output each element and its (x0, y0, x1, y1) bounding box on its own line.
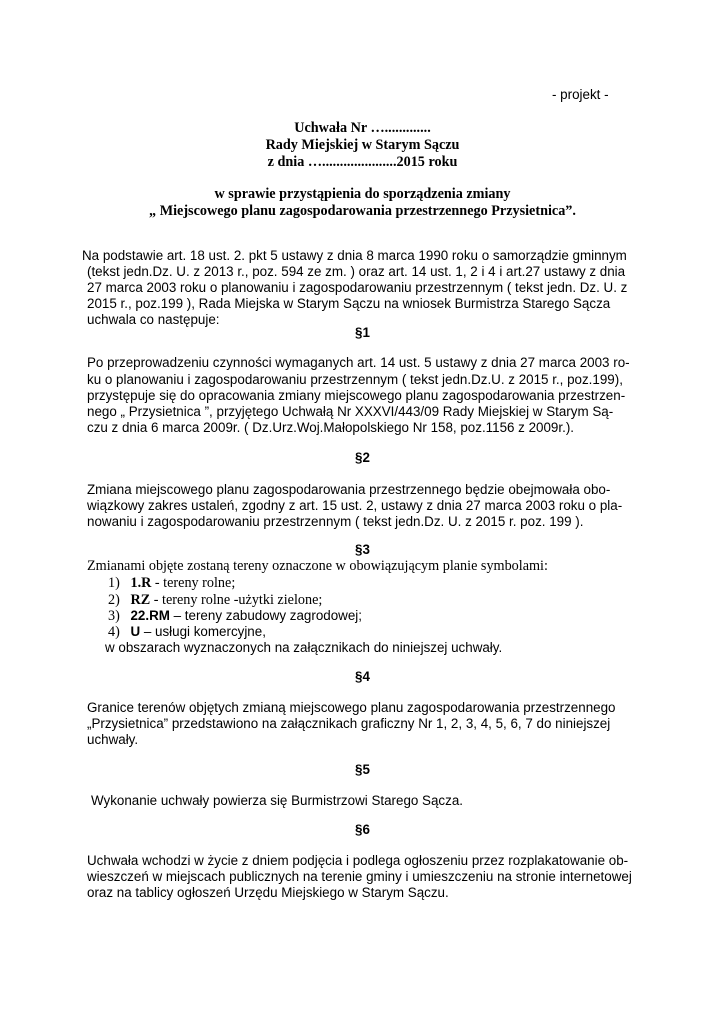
section-6-line: Uchwała wchodzi w życie z dniem podjęcia i podlega ogłoszeniu przez rozplakatowanie ob- (87, 853, 629, 868)
section-heading-4: §4 (355, 669, 370, 684)
list-item (108, 608, 362, 624)
section-heading-6: §6 (355, 822, 370, 837)
section-heading-2: §2 (355, 450, 370, 465)
section-1-line: przystępuje się do opracowania zmiany miejscowego planu zagospodarowania przestrzen- (87, 388, 626, 403)
section-1-line: nego „ Przysietnica ”, przyjętego Uchwałą Nr XXXVI/443/09 Rady Miejskiej w Starym Są- (87, 404, 614, 419)
section-5-text: Wykonanie uchwały powierza się Burmistrzowi Starego Sącza. (91, 793, 463, 808)
section-heading-5: §5 (355, 762, 370, 777)
council-name: Rady Miejskiej w Starym Sączu (265, 137, 460, 153)
list-number: 4) (108, 624, 120, 640)
list-description: - tereny rolne -użytki zielone; (150, 592, 323, 608)
section-4-line: Granice terenów objętych zmianą miejscowego planu zagospodarowania przestrzennego (87, 700, 616, 715)
list-description: – tereny zabudowy zagrodowej; (169, 608, 362, 623)
resolution-number: Uchwała Nr …............. (294, 120, 431, 136)
list-symbol: 22.RM (130, 608, 170, 623)
preamble-line: Na podstawie art. 18 ust. 2. pkt 5 ustawy z dnia 8 marca 1990 roku o samorządzie gminnym (82, 248, 627, 263)
preamble-line: (tekst jedn.Dz. U. z 2013 r., poz. 594 ze zm. ) oraz art. 14 ust. 1, 2 i 4 i art.27 ustawy z dnia (87, 264, 626, 279)
section-2-line: nowaniu i zagospodarowaniu przestrzennym ( tekst jedn.Dz. U. z 2015 r. poz. 199 ). (87, 514, 584, 529)
preamble-line: uchwala co następuje: (87, 312, 220, 327)
list-symbol: U (130, 624, 141, 639)
section-1-line: Po przeprowadzeniu czynności wymaganych art. 14 ust. 5 ustawy z dnia 27 marca 2003 ro- (87, 355, 630, 370)
list-number: 2) (108, 592, 120, 608)
section-3-outro: w obszarach wyznaczonych na załącznikach do niniejszej uchwały. (105, 640, 503, 655)
projekt-label: - projekt - (552, 87, 609, 102)
list-description: – usługi komercyjne, (140, 624, 266, 639)
section-2-line: wiązkowy zakres ustaleń, zgodny z art. 15 ust. 2, ustawy z dnia 27 marca 2003 roku o pla- (87, 498, 623, 513)
subject-line-1: w sprawie przystąpienia do sporządzenia zmiany (214, 186, 511, 202)
section-6-line: oraz na tablicy ogłoszeń Urzędu Miejskiego w Starym Sączu. (87, 885, 449, 900)
section-3-intro: Zmianami objęte zostaną tereny oznaczone w obowiązującym planie symbolami: (87, 558, 548, 574)
preamble-line: 2015 r., poz.199 ), Rada Miejska w Starym Sączu na wniosek Burmistrza Starego Sącza (87, 296, 611, 311)
list-item (108, 624, 266, 640)
subject-line-2: „ Miejscowego planu zagospodarowania przestrzennego Przysietnica”. (149, 203, 576, 219)
list-item (108, 592, 322, 608)
section-1-line: ku o planowaniu i zagospodarowaniu przestrzennym ( tekst jedn.Dz.U. z 2015 r., poz.199), (87, 372, 623, 387)
list-symbol: RZ (130, 592, 151, 608)
list-item (108, 575, 235, 591)
section-4-line: „Przysietnica” przedstawiono na załącznikach graficzny Nr 1, 2, 3, 4, 5, 6, 7 do niniejszej (87, 716, 611, 731)
section-heading-3: §3 (355, 542, 370, 557)
preamble-line: 27 marca 2003 roku o planowaniu i zagospodarowaniu przestrzennym ( tekst jedn. Dz. U. z (87, 280, 628, 295)
section-1-line: czu z dnia 6 marca 2009r. ( Dz.Urz.Woj.Małopolskiego Nr 158, poz.1156 z 2009r.). (87, 420, 575, 435)
list-number: 3) (108, 608, 120, 624)
resolution-date: z dnia ….....................2015 roku (267, 154, 458, 170)
section-2-line: Zmiana miejscowego planu zagospodarowania przestrzennego będzie obejmowała obo- (87, 482, 611, 497)
list-symbol: 1.R (130, 575, 152, 591)
list-number: 1) (108, 575, 120, 591)
section-6-line: wieszczeń w miejscach publicznych na terenie gminy i umieszczeniu na stronie internetowej (87, 869, 632, 884)
list-description: - tereny rolne; (151, 575, 236, 591)
section-4-line: uchwały. (87, 732, 139, 747)
section-heading-1: §1 (355, 325, 370, 340)
